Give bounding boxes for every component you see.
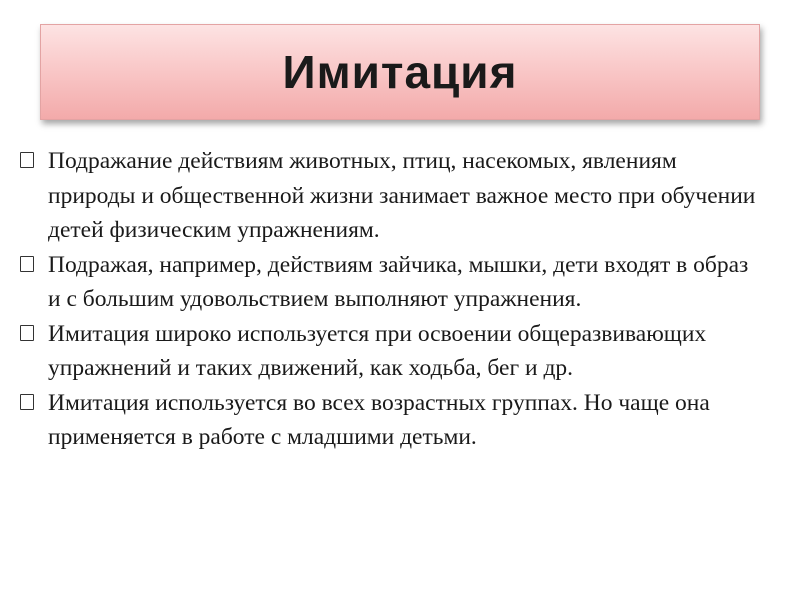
bullet-item [20,144,760,248]
bullet-item [20,386,760,455]
square-bullet-icon [20,152,34,168]
bullet-text: Подражание действиям животных, птиц, насекомых, явлениям природы и общественной жизни занимает важное место при обучении детей физическим упражнениям. [48,148,756,243]
bullet-list [20,144,760,455]
slide-title: Имитация [282,46,518,98]
square-bullet-icon [20,325,34,341]
square-bullet-icon [20,394,34,410]
bullet-item [20,317,760,386]
bullet-item [20,248,760,317]
square-bullet-icon [20,256,34,272]
bullet-text: Имитация широко используется при освоении общеразвивающих упражнений и таких движений, как ходьба, бег и др. [48,320,707,381]
bullet-text: Подражая, например, действиям зайчика, мышки, дети входят в образ и с большим удовольствием выполняют упражнения. [48,251,749,312]
title-box [40,24,760,120]
bullet-text: Имитация используется во всех возрастных группах. Но чаще она применяется в работе с младшими детьми. [48,389,710,450]
